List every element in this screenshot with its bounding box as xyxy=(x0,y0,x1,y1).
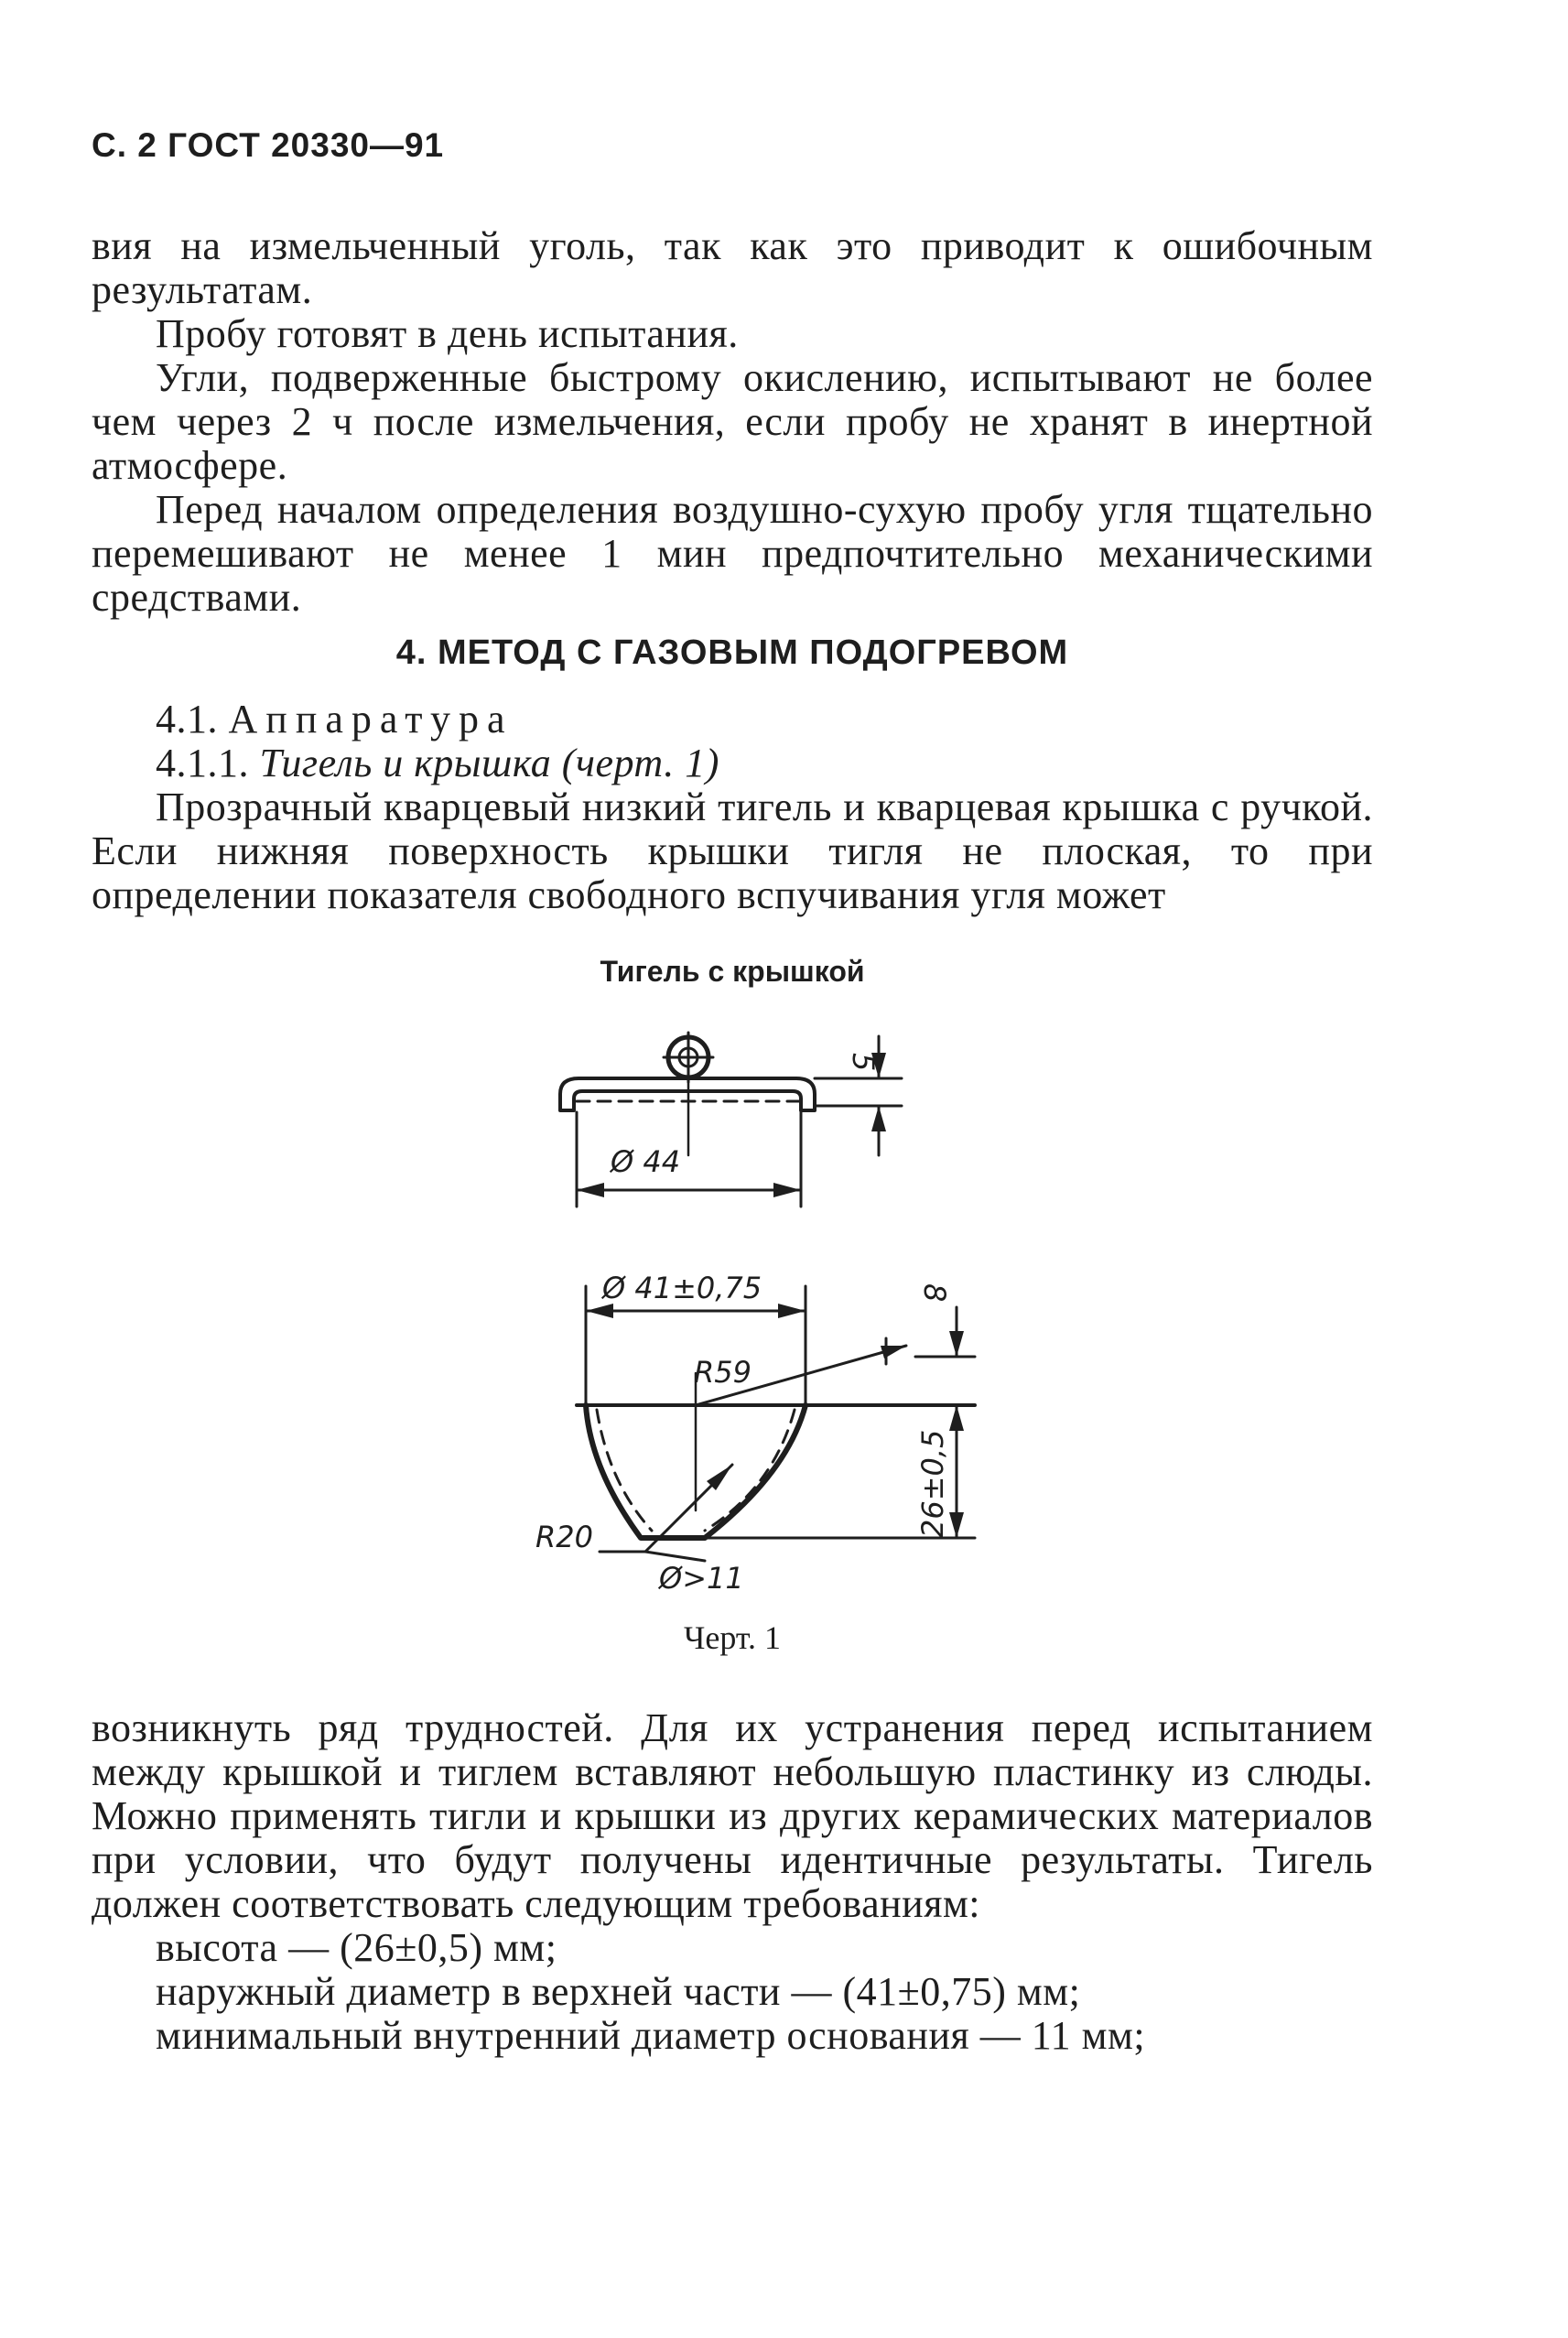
requirement-base-diameter: минимальный внутренний диаметр основания — 11 мм; xyxy=(156,2013,1146,2058)
subsection-apparatus-title: Аппаратура xyxy=(228,697,514,741)
after-figure-paragraph: возникнуть ряд трудностей. Для их устранения перед испытанием между крышкой и тиглем вставляют небольшую пластинку из слюды. Можно применять тигли и крышки из других керамических материалов при условии, что будут получены идентичные результаты. Тигель должен соответствовать следующим требованиям: xyxy=(92,1705,1373,1926)
label-bottom-diameter: Ø>11 xyxy=(659,1561,744,1596)
figure-caption: Черт. 1 xyxy=(684,1619,781,1656)
subsection-apparatus-number: 4.1. xyxy=(156,697,218,741)
label-rim-height: 8 xyxy=(917,1283,952,1303)
label-lid-diameter: Ø 44 xyxy=(611,1144,681,1179)
intro-paragraph-1: вия на измельченный уголь, так как это приводит к ошибочным результатам. xyxy=(92,223,1373,312)
section-title: 4. МЕТОД С ГАЗОВЫМ ПОДОГРЕВОМ xyxy=(395,633,1069,672)
label-lid-height: 5 xyxy=(846,1053,881,1072)
requirement-outer-diameter: наружный диаметр в верхней части — (41±0,75) мм; xyxy=(156,1969,1081,2014)
subsection-crucible-title: Тигель и крышка (черт. 1) xyxy=(259,741,719,785)
label-radius-large: R59 xyxy=(694,1355,752,1390)
label-radius-small: R20 xyxy=(535,1520,593,1554)
label-height: 26±0,5 xyxy=(915,1429,950,1538)
crucible-description: Прозрачный кварцевый низкий тигель и кварцевая крышка с ручкой. Если нижняя поверхность крышки тигля не плоская, то при определении показателя свободного вспучивания угля может xyxy=(92,785,1373,917)
label-top-diameter: Ø 41±0,75 xyxy=(602,1271,762,1305)
intro-paragraph-3: Угли, подверженные быстрому окислению, испытывают не более чем через 2 ч после измельчения, если пробу не хранят в инертной атмосфере. xyxy=(92,355,1373,488)
after-figure-text xyxy=(92,1706,1373,2058)
intro-paragraph-4: Перед началом определения воздушно-сухую пробу угля тщательно перемешивают не менее 1 мин предпочтительно механическими средствами. xyxy=(92,487,1373,620)
figure-title: Тигель с крышкой xyxy=(600,955,865,988)
requirement-height: высота — (26±0,5) мм; xyxy=(156,1925,557,1970)
subsection-crucible-number: 4.1.1. xyxy=(156,741,249,785)
intro-paragraph-2: Пробу готовят в день испытания. xyxy=(156,311,739,356)
page-header: С. 2 ГОСТ 20330—91 xyxy=(92,126,445,164)
